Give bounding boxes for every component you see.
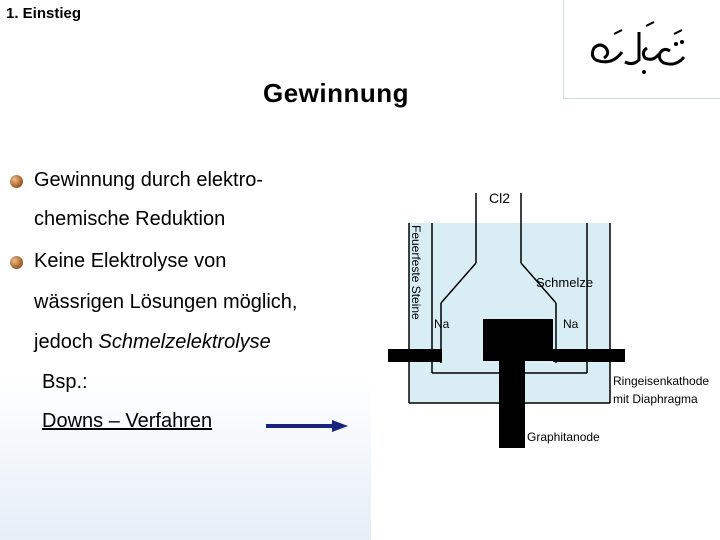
arabic-calligraphy-icon bbox=[584, 12, 704, 82]
bullet-2-line-1: Keine Elektrolyse von bbox=[34, 250, 227, 272]
label-cl2: Cl2 bbox=[489, 190, 511, 206]
arabic-logo bbox=[563, 0, 720, 99]
bullet-1-line-1: Gewinnung durch elektro- bbox=[34, 169, 264, 191]
section-label: 1. Einstieg bbox=[6, 5, 82, 22]
bullet-2-line-2: wässrigen Lösungen möglich, bbox=[34, 291, 298, 313]
label-na-right: Na bbox=[563, 317, 579, 331]
page-title: Gewinnung bbox=[263, 78, 410, 108]
downs-process-link[interactable]: Downs – Verfahren bbox=[42, 410, 213, 432]
bullet-1-line-2: chemische Reduktion bbox=[34, 208, 226, 230]
example-label: Bsp.: bbox=[42, 371, 88, 393]
bullet-2-tail-prefix: jedoch bbox=[34, 331, 99, 353]
label-melt: Schmelze bbox=[536, 275, 594, 290]
label-anode: Graphitanode bbox=[527, 430, 600, 444]
label-cathode-1: Ringeisenkathode bbox=[613, 374, 710, 388]
label-na-left: Na bbox=[434, 317, 450, 331]
bullet-icon bbox=[10, 256, 23, 269]
bullet-2-line-3 bbox=[34, 331, 271, 354]
bullet-2-tail-emphasis: Schmelzelektrolyse bbox=[98, 331, 271, 353]
label-bricks: Feuerfeste Steine bbox=[409, 225, 423, 320]
bullet-icon bbox=[10, 175, 23, 188]
downs-cell-diagram bbox=[371, 163, 720, 540]
label-cathode-2: mit Diaphragma bbox=[613, 392, 698, 406]
arrow-right-icon bbox=[266, 418, 350, 434]
